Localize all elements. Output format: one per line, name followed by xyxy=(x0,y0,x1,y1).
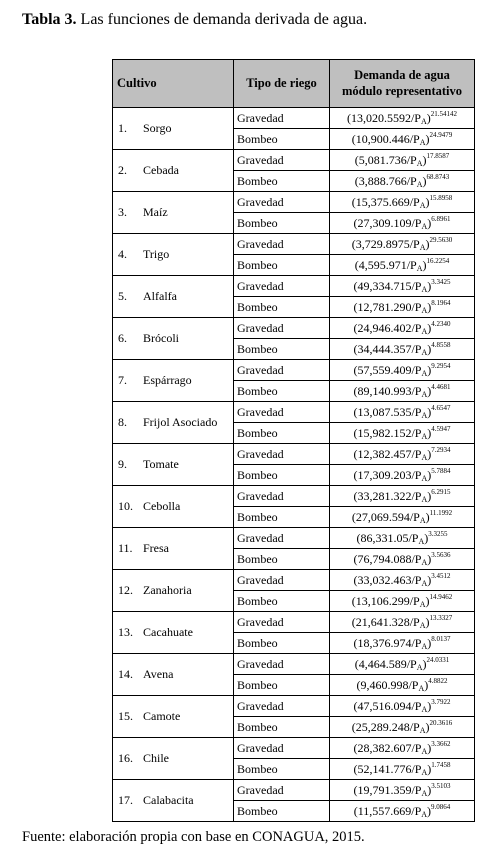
demand-coefficient: (52,141.776/P xyxy=(353,762,422,776)
demand-close: ) xyxy=(427,384,432,398)
demand-exponent: 4.8822 xyxy=(428,677,448,685)
demand-close: ) xyxy=(425,510,430,524)
demand-coefficient: (12,382.457/P xyxy=(353,447,422,461)
table-row xyxy=(113,150,475,171)
riego-type: Gravedad xyxy=(234,654,330,675)
demand-subscript: A xyxy=(421,810,428,819)
demand-close: ) xyxy=(427,216,432,230)
demand-subscript: A xyxy=(421,327,428,336)
demand-value xyxy=(330,150,475,171)
demand-exponent: 3.3425 xyxy=(431,278,451,286)
table-body xyxy=(113,108,475,822)
riego-type: Bombeo xyxy=(234,213,330,234)
demand-exponent: 4.8558 xyxy=(431,341,451,349)
demand-value xyxy=(330,381,475,402)
riego-type: Gravedad xyxy=(234,738,330,759)
demand-exponent: 29.5630 xyxy=(429,236,453,244)
demand-subscript: A xyxy=(418,537,425,546)
demand-value xyxy=(330,738,475,759)
crop-cell xyxy=(113,360,234,402)
demand-close: ) xyxy=(425,615,430,629)
demand-exponent: 21.54142 xyxy=(430,110,458,118)
crop-cell xyxy=(113,234,234,276)
demand-exponent: 24.9479 xyxy=(429,131,453,139)
table-row xyxy=(113,108,475,129)
riego-type: Bombeo xyxy=(234,759,330,780)
demand-exponent: 6.8961 xyxy=(431,215,451,223)
crop-number: 5. xyxy=(118,289,127,303)
demand-coefficient: (9,460.998/P xyxy=(356,678,419,692)
demand-coefficient: (13,106.299/P xyxy=(351,594,420,608)
demand-close: ) xyxy=(427,699,432,713)
crop-number: 1. xyxy=(118,121,127,135)
riego-type: Bombeo xyxy=(234,591,330,612)
demand-subscript: A xyxy=(421,642,428,651)
crop-cell xyxy=(113,612,234,654)
demand-subscript: A xyxy=(419,726,426,735)
riego-type: Gravedad xyxy=(234,192,330,213)
demand-value xyxy=(330,780,475,801)
demand-exponent: 68.8743 xyxy=(426,173,450,181)
crop-name: Frijol Asociado xyxy=(143,415,218,429)
demand-close: ) xyxy=(427,741,432,755)
riego-type: Bombeo xyxy=(234,255,330,276)
demand-close: ) xyxy=(427,804,432,818)
demand-close: ) xyxy=(422,657,427,671)
demand-subscript: A xyxy=(421,369,428,378)
table-row xyxy=(113,234,475,255)
demand-value xyxy=(330,129,475,150)
demand-close: ) xyxy=(424,678,429,692)
demand-exponent: 4.5947 xyxy=(431,425,451,433)
demand-exponent: 3.5103 xyxy=(431,782,451,790)
demand-subscript: A xyxy=(418,684,425,693)
crop-number: 3. xyxy=(118,205,127,219)
demand-close: ) xyxy=(427,468,432,482)
demand-coefficient: (4,464.589/P xyxy=(354,657,417,671)
crop-name: Espárrago xyxy=(143,373,192,387)
riego-type: Bombeo xyxy=(234,381,330,402)
demand-subscript: A xyxy=(421,348,428,357)
demand-close: ) xyxy=(427,447,432,461)
demand-subscript: A xyxy=(421,453,428,462)
demand-close: ) xyxy=(427,762,432,776)
demand-coefficient: (27,309.109/P xyxy=(353,216,422,230)
demand-coefficient: (57,559.409/P xyxy=(353,363,422,377)
demand-coefficient: (13,087.535/P xyxy=(353,405,422,419)
table-row xyxy=(113,738,475,759)
demand-value xyxy=(330,213,475,234)
riego-type: Bombeo xyxy=(234,129,330,150)
crop-name: Sorgo xyxy=(143,121,172,135)
table-number: Tabla 3. xyxy=(22,11,77,28)
demand-close: ) xyxy=(427,342,432,356)
riego-type: Bombeo xyxy=(234,675,330,696)
table-row xyxy=(113,360,475,381)
crop-number: 9. xyxy=(118,457,127,471)
riego-type: Bombeo xyxy=(234,717,330,738)
demand-close: ) xyxy=(427,321,432,335)
table-title xyxy=(22,11,367,29)
demand-subscript: A xyxy=(419,138,426,147)
demand-close: ) xyxy=(427,489,432,503)
demand-exponent: 3.5636 xyxy=(431,551,451,559)
demand-coefficient: (89,140.993/P xyxy=(353,384,422,398)
table-row xyxy=(113,780,475,801)
crop-cell xyxy=(113,780,234,822)
demand-close: ) xyxy=(427,783,432,797)
header-row xyxy=(113,60,475,108)
crop-name: Fresa xyxy=(143,541,169,555)
riego-type: Bombeo xyxy=(234,465,330,486)
demand-coefficient: (33,032.463/P xyxy=(353,573,422,587)
table-row xyxy=(113,528,475,549)
demand-close: ) xyxy=(427,573,432,587)
demand-exponent: 4.4681 xyxy=(431,383,451,391)
crop-number: 17. xyxy=(118,793,133,807)
riego-type: Gravedad xyxy=(234,486,330,507)
demand-subscript: A xyxy=(421,222,428,231)
demand-exponent: 20.3616 xyxy=(429,719,453,727)
crop-name: Cebolla xyxy=(143,499,181,513)
demand-exponent: 7.2934 xyxy=(431,446,451,454)
demand-value xyxy=(330,234,475,255)
demand-subscript: A xyxy=(421,579,428,588)
crop-cell xyxy=(113,318,234,360)
crop-number: 8. xyxy=(118,415,127,429)
crop-name: Chile xyxy=(143,751,169,765)
demand-value xyxy=(330,486,475,507)
demand-close: ) xyxy=(425,132,430,146)
demand-close: ) xyxy=(427,636,432,650)
demand-exponent: 11.1992 xyxy=(429,509,453,517)
crop-cell xyxy=(113,738,234,780)
table-row xyxy=(113,570,475,591)
demand-coefficient: (17,309.203/P xyxy=(353,468,422,482)
demand-subscript: A xyxy=(421,747,428,756)
demand-exponent: 16.2254 xyxy=(426,257,450,265)
crop-name: Brócoli xyxy=(143,331,179,345)
demand-coefficient: (18,376.974/P xyxy=(353,636,422,650)
demand-subscript: A xyxy=(421,768,428,777)
demand-exponent: 14.9462 xyxy=(429,593,453,601)
source-note: Fuente: elaboración propia con base en CONAGUA, 2015. xyxy=(22,829,365,845)
demand-subscript: A xyxy=(421,789,428,798)
crop-cell xyxy=(113,570,234,612)
riego-type: Gravedad xyxy=(234,276,330,297)
crop-name: Camote xyxy=(143,709,181,723)
header-cultivo: Cultivo xyxy=(113,60,234,108)
demand-exponent: 1.7458 xyxy=(431,761,451,769)
demand-value xyxy=(330,423,475,444)
demand-coefficient: (15,982.152/P xyxy=(353,426,422,440)
table-row xyxy=(113,402,475,423)
demand-coefficient: (10,900.446/P xyxy=(351,132,420,146)
demand-close: ) xyxy=(422,258,427,272)
demand-close: ) xyxy=(425,195,430,209)
demand-value xyxy=(330,255,475,276)
table-row xyxy=(113,192,475,213)
riego-type: Gravedad xyxy=(234,528,330,549)
demand-coefficient: (3,888.766/P xyxy=(354,174,417,188)
crop-cell xyxy=(113,486,234,528)
demand-close: ) xyxy=(422,174,427,188)
demand-close: ) xyxy=(427,405,432,419)
demand-subscript: A xyxy=(421,558,428,567)
demand-coefficient: (4,595.971/P xyxy=(354,258,417,272)
demand-coefficient: (33,281.322/P xyxy=(353,489,422,503)
demand-coefficient: (49,334.715/P xyxy=(353,279,422,293)
demand-coefficient: (3,729.8975/P xyxy=(351,237,420,251)
demand-value xyxy=(330,759,475,780)
demand-value xyxy=(330,360,475,381)
demand-exponent: 4.6547 xyxy=(431,404,451,412)
demand-exponent: 3.3662 xyxy=(431,740,451,748)
demand-coefficient: (24,946.402/P xyxy=(353,321,422,335)
riego-type: Gravedad xyxy=(234,360,330,381)
riego-type: Bombeo xyxy=(234,297,330,318)
crop-number: 4. xyxy=(118,247,127,261)
demand-close: ) xyxy=(425,237,430,251)
crop-cell xyxy=(113,528,234,570)
demand-exponent: 17.8587 xyxy=(426,152,450,160)
demand-subscript: A xyxy=(421,474,428,483)
crop-name: Avena xyxy=(143,667,174,681)
crop-name: Tomate xyxy=(143,457,179,471)
crop-name: Trigo xyxy=(143,247,170,261)
crop-name: Zanahoria xyxy=(143,583,192,597)
riego-type: Gravedad xyxy=(234,318,330,339)
demand-exponent: 9.0864 xyxy=(431,803,451,811)
riego-type: Gravedad xyxy=(234,234,330,255)
crop-cell xyxy=(113,444,234,486)
demand-coefficient: (27,069.594/P xyxy=(351,510,420,524)
crop-cell xyxy=(113,150,234,192)
demand-subscript: A xyxy=(419,621,426,630)
demand-close: ) xyxy=(424,531,429,545)
demand-value xyxy=(330,654,475,675)
demand-value xyxy=(330,633,475,654)
riego-type: Bombeo xyxy=(234,801,330,822)
demand-subscript: A xyxy=(421,285,428,294)
demand-subscript: A xyxy=(416,180,423,189)
demand-value xyxy=(330,717,475,738)
riego-type: Gravedad xyxy=(234,150,330,171)
demand-coefficient: (86,331.05/P xyxy=(356,531,419,545)
demand-exponent: 3.7922 xyxy=(431,698,451,706)
riego-type: Gravedad xyxy=(234,612,330,633)
demand-value xyxy=(330,528,475,549)
demand-exponent: 15.8958 xyxy=(429,194,453,202)
demand-exponent: 13.3327 xyxy=(429,614,453,622)
riego-type: Gravedad xyxy=(234,108,330,129)
riego-type: Bombeo xyxy=(234,423,330,444)
table-row xyxy=(113,696,475,717)
demand-subscript: A xyxy=(419,243,426,252)
crop-number: 6. xyxy=(118,331,127,345)
crop-number: 10. xyxy=(118,499,133,513)
demand-coefficient: (5,081.736/P xyxy=(354,153,417,167)
riego-type: Gravedad xyxy=(234,402,330,423)
table-row xyxy=(113,486,475,507)
riego-type: Bombeo xyxy=(234,171,330,192)
demand-subscript: A xyxy=(420,117,427,126)
demand-value xyxy=(330,402,475,423)
crop-name: Alfalfa xyxy=(143,289,177,303)
riego-type: Gravedad xyxy=(234,570,330,591)
demand-value xyxy=(330,192,475,213)
crop-cell xyxy=(113,276,234,318)
demand-coefficient: (21,641.328/P xyxy=(351,615,420,629)
crop-number: 2. xyxy=(118,163,127,177)
crop-cell xyxy=(113,654,234,696)
crop-cell xyxy=(113,108,234,150)
crop-number: 12. xyxy=(118,583,133,597)
demand-coefficient: (25,289.248/P xyxy=(351,720,420,734)
riego-type: Gravedad xyxy=(234,780,330,801)
header-demanda xyxy=(330,60,475,108)
crop-cell xyxy=(113,696,234,738)
demand-value xyxy=(330,612,475,633)
demand-subscript: A xyxy=(421,432,428,441)
crop-name: Cacahuate xyxy=(143,625,193,639)
demand-close: ) xyxy=(427,426,432,440)
demand-coefficient: (76,794.088/P xyxy=(353,552,422,566)
header-demanda-line2: módulo representativo xyxy=(341,83,463,98)
table-row xyxy=(113,654,475,675)
demand-coefficient: (12,781.290/P xyxy=(353,300,422,314)
riego-type: Bombeo xyxy=(234,339,330,360)
demand-value xyxy=(330,696,475,717)
demand-subscript: A xyxy=(421,705,428,714)
header-tipo-riego: Tipo de riego xyxy=(234,60,330,108)
demand-subscript: A xyxy=(419,600,426,609)
demand-value xyxy=(330,444,475,465)
demand-close: ) xyxy=(425,594,430,608)
demand-close: ) xyxy=(427,552,432,566)
demand-close: ) xyxy=(427,363,432,377)
crop-name: Maíz xyxy=(143,205,168,219)
demand-subscript: A xyxy=(419,201,426,210)
demand-exponent: 8.0137 xyxy=(431,635,451,643)
riego-type: Bombeo xyxy=(234,633,330,654)
demand-value xyxy=(330,801,475,822)
table-caption: Las funciones de demanda derivada de agua. xyxy=(80,11,368,28)
crop-number: 13. xyxy=(118,625,133,639)
demand-close: ) xyxy=(426,111,431,125)
demand-subscript: A xyxy=(416,159,423,168)
table-row xyxy=(113,276,475,297)
demand-value xyxy=(330,549,475,570)
demand-subscript: A xyxy=(421,306,428,315)
demand-subscript: A xyxy=(416,663,423,672)
demand-coefficient: (28,382.607/P xyxy=(353,741,422,755)
demand-coefficient: (15,375.669/P xyxy=(351,195,420,209)
riego-type: Bombeo xyxy=(234,507,330,528)
demand-value xyxy=(330,591,475,612)
demand-subscript: A xyxy=(421,411,428,420)
demand-value xyxy=(330,297,475,318)
demand-exponent: 3.4512 xyxy=(431,572,451,580)
demand-value xyxy=(330,108,475,129)
demand-exponent: 6.2915 xyxy=(431,488,451,496)
crop-name: Calabacita xyxy=(143,793,194,807)
demand-value xyxy=(330,570,475,591)
demand-coefficient: (47,516.094/P xyxy=(353,699,422,713)
demand-value xyxy=(330,318,475,339)
demand-subscript: A xyxy=(421,390,428,399)
demand-coefficient: (19,791.359/P xyxy=(353,783,422,797)
crop-number: 16. xyxy=(118,751,133,765)
header-demanda-line1: Demanda de agua xyxy=(354,67,450,82)
demand-close: ) xyxy=(427,279,432,293)
demand-exponent: 4.2340 xyxy=(431,320,451,328)
demand-close: ) xyxy=(422,153,427,167)
crop-number: 14. xyxy=(118,667,133,681)
demand-subscript: A xyxy=(416,264,423,273)
demand-subscript: A xyxy=(419,516,426,525)
demand-exponent: 5.7884 xyxy=(431,467,451,475)
demand-value xyxy=(330,465,475,486)
demand-coefficient: (13,020.5592/P xyxy=(346,111,421,125)
crop-number: 11. xyxy=(118,541,133,555)
demand-exponent: 8.1964 xyxy=(431,299,451,307)
crop-number: 15. xyxy=(118,709,133,723)
demand-coefficient: (11,557.669/P xyxy=(353,804,422,818)
demand-value xyxy=(330,339,475,360)
crop-cell xyxy=(113,402,234,444)
crop-cell xyxy=(113,192,234,234)
demand-exponent: 3.3255 xyxy=(428,530,448,538)
demand-value xyxy=(330,675,475,696)
table-row xyxy=(113,444,475,465)
crop-name: Cebada xyxy=(143,163,179,177)
table-row xyxy=(113,612,475,633)
demand-value xyxy=(330,507,475,528)
riego-type: Bombeo xyxy=(234,549,330,570)
crop-number: 7. xyxy=(118,373,127,387)
demand-table xyxy=(112,59,475,822)
demand-exponent: 24.0331 xyxy=(426,656,450,664)
table-row xyxy=(113,318,475,339)
demand-exponent: 9.2954 xyxy=(431,362,451,370)
demand-close: ) xyxy=(425,720,430,734)
riego-type: Gravedad xyxy=(234,444,330,465)
demand-coefficient: (34,444.357/P xyxy=(353,342,422,356)
riego-type: Gravedad xyxy=(234,696,330,717)
demand-subscript: A xyxy=(421,495,428,504)
demand-close: ) xyxy=(427,300,432,314)
demand-value xyxy=(330,171,475,192)
demand-value xyxy=(330,276,475,297)
